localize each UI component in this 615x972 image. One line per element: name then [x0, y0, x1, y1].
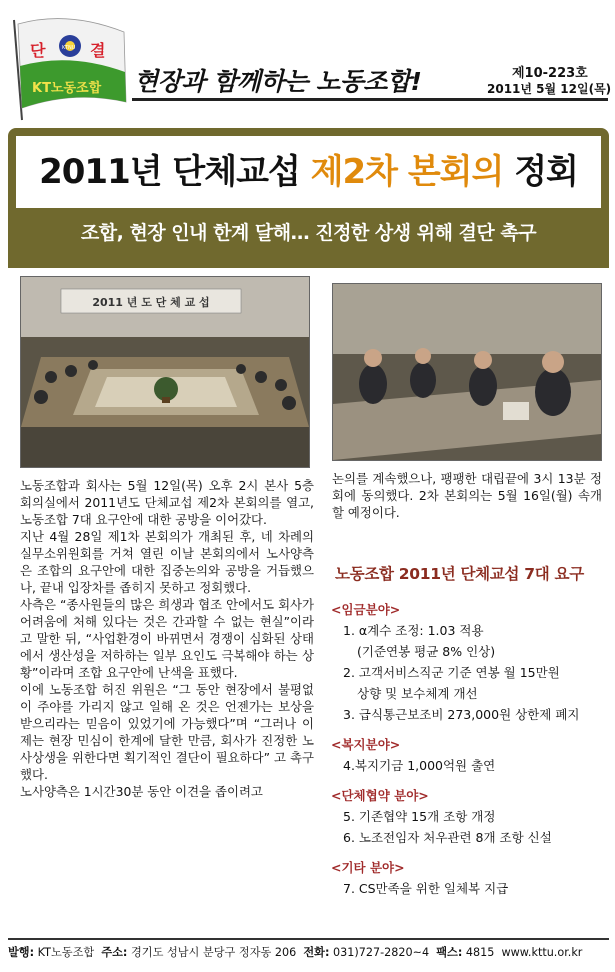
- address-label: 주소:: [101, 946, 128, 959]
- photo-banner-text: 2011 년 도 단 체 교 섭: [92, 296, 210, 309]
- article-paragraph: 노사양측은 1시간30분 동안 이견을 좁이려고: [20, 784, 263, 799]
- publisher-label: 발행:: [8, 946, 35, 959]
- masthead-slogan: 현장과 함께하는 노동조합!: [134, 67, 422, 96]
- demand-item-note: 상향 및 보수체계 개선: [357, 686, 478, 701]
- article-paragraph: 이에 노동조합 허진 위원은 “그 동안 현장에서 불평없이 주야를 가리지 않고 일해 온 것은 언젠가는 보상을 받으리라는 믿음이 있었기에 가능했다”며 “그러나 이제는 현장 민심이 한계에 달한 만큼, 회사가 진정한 노사상생을 위한다면 획기적인 결단이 필요하다” 고 촉구했다.: [20, 682, 314, 782]
- demand-item: 5. 기존협약 15개 조항 개정: [343, 809, 496, 824]
- logo-char-2: 결: [90, 41, 106, 60]
- demand-item-note: (기준연봉 평균 8% 인상): [357, 644, 496, 659]
- article-paragraph: 지난 4월 28일 제1차 본회의가 개최된 후, 네 차례의 실무소위원회를 거쳐 열린 이날 본회의에서 노사양측은 조합의 요구안에 대한 집중논의와 공방을 거듭했으나, 끝내 입장차를 좁히지 못하고 정회했다.: [20, 529, 314, 595]
- category-wage: <임금분야>: [331, 602, 401, 617]
- phone-label: 전화:: [303, 946, 330, 959]
- article-body-right: 논의를 계속했으나, 팽팽한 대립끝에 3시 13분 정회에 동의했다. 2차 본회의는 5월 16일(월) 속개할 예정이다.: [332, 471, 602, 520]
- meeting-photo-closeup: [332, 283, 602, 461]
- meeting-photo-wide: [20, 276, 310, 468]
- address: 경기도 성남시 분당구 정자동 206: [130, 946, 297, 959]
- headline-part-2: 제2차 본회의: [310, 152, 504, 192]
- article-paragraph: 사측은 “종사원들의 많은 희생과 협조 안에서도 회사가 어려움에 처해 있다는 것은 간과할 수 없는 현실”이라고 말한 뒤, “사업환경이 바뀌면서 경쟁이 심화된 상태에서 생산성을 저하하는 일부 요인도 극복해야 하는 상황”이라며 조합 요구안에 난색을 표했다.: [20, 597, 314, 680]
- article-paragraph: 노동조합과 회사는 5월 12일(목) 오후 2시 본사 5층 회의실에서 2011년도 단체교섭 제2차 본회의를 열고, 노동조합 7대 요구안에 대한 공방을 이어갔다.: [20, 478, 314, 527]
- logo-badge: KTNU: [62, 45, 76, 51]
- headline: [16, 144, 601, 193]
- demands-list: [331, 600, 609, 899]
- fax: 4815: [465, 946, 495, 959]
- category-other: <기타 분야>: [331, 860, 405, 875]
- phone: 031)727-2820~4: [333, 946, 430, 959]
- demand-item: 2. 고객서비스직군 기준 연봉 월 15만원: [343, 665, 560, 680]
- category-agreement: <단체협약 분야>: [331, 788, 429, 803]
- demand-item: 3. 급식통근보조비 273,000원 상한제 폐지: [343, 707, 580, 722]
- masthead-divider: [132, 98, 608, 101]
- headline-part-3: 정회: [503, 152, 578, 192]
- flag-text: KT노동조합: [32, 81, 102, 96]
- website-link[interactable]: www.kttu.or.kr: [501, 946, 583, 959]
- fax-label: 팩스:: [436, 946, 463, 959]
- union-flag-logo: [8, 10, 128, 122]
- demand-item: 7. CS만족을 위한 일체복 지급: [343, 881, 509, 896]
- footer: [8, 944, 609, 960]
- category-welfare: <복지분야>: [331, 737, 401, 752]
- footer-divider: [8, 938, 609, 940]
- logo-char-1: 단: [30, 41, 46, 60]
- demands-title: 노동조합 2011년 단체교섭 7대 요구: [335, 565, 584, 583]
- publisher: KT노동조합: [37, 946, 95, 959]
- issue-number: 제10-223호: [512, 66, 588, 81]
- demand-item: 6. 노조전임자 처우관련 8개 조항 신설: [343, 830, 552, 845]
- issue-date: 2011년 5월 12일(목): [487, 82, 612, 96]
- article-body-left: [20, 477, 314, 800]
- demand-item: 4.복지기금 1,000억원 출연: [343, 758, 496, 773]
- demand-item: 1. α계수 조정: 1.03 적용: [343, 623, 484, 638]
- headline-part-1: 2011년 단체교섭: [39, 152, 311, 192]
- subheadline: 조합, 현장 인내 한계 달해… 진정한 상생 위해 결단 촉구: [80, 222, 537, 244]
